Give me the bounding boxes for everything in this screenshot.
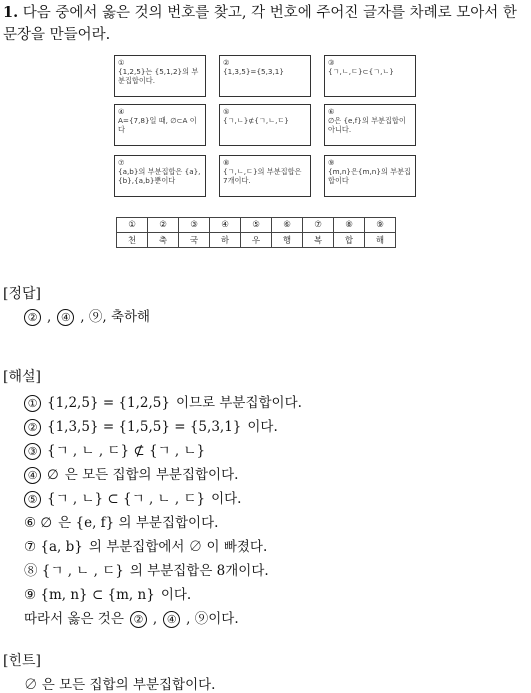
- statement-box: [324, 55, 416, 97]
- grid-cell: 축: [148, 233, 179, 248]
- question-text: 다음 중에서 옳은 것의 번호를 찾고, 각 번호에 주어진 글자를 차례로 모아서 한 문장을 만들어라.: [3, 5, 517, 43]
- grid-cell: ⑤: [241, 218, 272, 233]
- statement-number: ⑥: [328, 107, 335, 116]
- statement-box: [219, 155, 311, 197]
- explanation-math: ∅: [47, 467, 59, 483]
- hint-label: [힌트]: [3, 653, 41, 669]
- conclusion-circle: ②: [130, 611, 147, 628]
- statement-box: [219, 104, 311, 146]
- explanation-text: 이므로 부분집합이다.: [175, 395, 302, 411]
- conclusion-post: , ⑨이다.: [186, 611, 239, 627]
- statement-box: [114, 55, 206, 97]
- explanation-circle: ②: [24, 419, 41, 436]
- explanation-line: [24, 391, 302, 412]
- grid-cell: ⑥: [272, 218, 303, 233]
- conclusion-sep: ,: [152, 611, 158, 627]
- explanation-math: ⑨ {m, n} ⊂ {m, n}: [24, 587, 155, 603]
- statement-text: {a,b}의 부분집합은 {a},{b},{a,b}뿐이다: [118, 167, 201, 185]
- explanation-text: 이다.: [247, 419, 278, 435]
- grid-cell: 합: [334, 233, 365, 248]
- grid-cell: ②: [148, 218, 179, 233]
- explanation-line: [24, 487, 241, 508]
- answer-label: [정답]: [3, 286, 41, 302]
- explanation-circle: ④: [24, 467, 41, 484]
- grid-cell: 천: [117, 233, 148, 248]
- question: [3, 2, 528, 46]
- statement-text: A={7,8}일 때, ∅⊂A 이다: [118, 116, 197, 134]
- explanation-math: ⑥ ∅: [24, 515, 53, 531]
- statement-text: {1,2,5}는 {5,1,2}의 부분집합이다.: [118, 67, 199, 85]
- explanation-line: [24, 415, 278, 436]
- grid-char-row: [117, 233, 396, 248]
- explanation-line: [24, 559, 269, 579]
- answer-sep: ,: [47, 309, 52, 325]
- explanation-line: [24, 535, 267, 555]
- explanation-line: [24, 439, 211, 460]
- grid-cell: 복: [303, 233, 334, 248]
- statement-box: [324, 104, 416, 146]
- conclusion-pre: 따라서 옳은 것은: [24, 611, 124, 627]
- answer-line: [24, 305, 150, 326]
- question-number: 1.: [3, 4, 19, 21]
- grid-header-row: [117, 218, 396, 233]
- statement-box: [324, 155, 416, 197]
- statement-box: [114, 155, 206, 197]
- statement-number: ⑦: [118, 158, 125, 167]
- statement-box: [114, 104, 206, 146]
- conclusion-circle: ④: [163, 611, 180, 628]
- explanation-text: 은 모든 집합의 부분집합이다.: [64, 467, 239, 483]
- explanation-math: {ㄱ , ㄴ , ㄷ} ⊄ {ㄱ , ㄴ}: [47, 443, 206, 459]
- explanation-conclusion: [24, 607, 239, 628]
- grid-cell: ④: [210, 218, 241, 233]
- answer-circle: ②: [24, 309, 41, 326]
- grid-cell: 해: [365, 233, 396, 248]
- statement-number: ④: [118, 107, 125, 116]
- answer-circle: ④: [57, 309, 74, 326]
- explanation-math: {1,2,5} = {1,2,5}: [47, 395, 170, 411]
- statement-text: {m,n}은{m,n}의 부분집합이다: [328, 167, 411, 185]
- explanation-text: 이다.: [160, 587, 192, 603]
- explanation-circle: ③: [24, 443, 41, 460]
- explanation-math: {ㄱ , ㄴ} ⊂ {ㄱ , ㄴ , ㄷ}: [47, 491, 206, 507]
- explanation-math: {1,3,5} = {1,5,5} = {5,3,1}: [47, 419, 242, 435]
- statement-text: {ㄱ,ㄴ}⊄{ㄱ,ㄴ,ㄷ}: [223, 116, 289, 125]
- grid-cell: 국: [179, 233, 210, 248]
- explanation-math: ⑧ {ㄱ , ㄴ , ㄷ}: [24, 563, 124, 579]
- explanation-line: [24, 583, 191, 603]
- statement-box: [219, 55, 311, 97]
- grid-cell: 행: [272, 233, 303, 248]
- grid-cell: ①: [117, 218, 148, 233]
- explanation-line: [24, 511, 218, 531]
- answer-rest: , ⑨, 축하해: [80, 309, 151, 325]
- letter-grid: [116, 217, 396, 248]
- grid-cell: ⑦: [303, 218, 334, 233]
- statement-number: ③: [328, 58, 335, 67]
- explanation-text: 이다.: [211, 491, 242, 507]
- grid-cell: ⑨: [365, 218, 396, 233]
- statement-number: ⑤: [223, 107, 230, 116]
- grid-cell: 우: [241, 233, 272, 248]
- explanation-text: 은 {e, f} 의 부분집합이다.: [58, 515, 219, 531]
- statement-text: {ㄱ,ㄴ,ㄷ}의 부분집합은 7개이다.: [223, 167, 302, 185]
- statement-text: {1,3,5}={5,3,1}: [223, 67, 284, 76]
- explanation-line: [24, 463, 238, 484]
- explanation-label: [해설]: [3, 369, 41, 385]
- grid-cell: ⑧: [334, 218, 365, 233]
- explanation-math: ⑦ {a, b}: [24, 539, 83, 555]
- statement-text: {ㄱ,ㄴ,ㄷ}⊂{ㄱ,ㄴ}: [328, 67, 394, 76]
- statement-number: ⑨: [328, 158, 335, 167]
- grid-cell: 하: [210, 233, 241, 248]
- statement-number: ①: [118, 58, 125, 67]
- statement-text: ∅은 {e,f}의 부분집합이 아니다.: [328, 116, 406, 134]
- explanation-circle: ⑤: [24, 491, 41, 508]
- statement-number: ②: [223, 58, 230, 67]
- grid-cell: ③: [179, 218, 210, 233]
- explanation-circle: ①: [24, 395, 41, 412]
- hint-text: ∅ 은 모든 집합의 부분집합이다.: [24, 677, 216, 693]
- explanation-text: 의 부분집합은 8개이다.: [129, 563, 269, 579]
- statement-number: ⑧: [223, 158, 230, 167]
- explanation-text: 의 부분집합에서 ∅ 이 빠졌다.: [88, 539, 268, 555]
